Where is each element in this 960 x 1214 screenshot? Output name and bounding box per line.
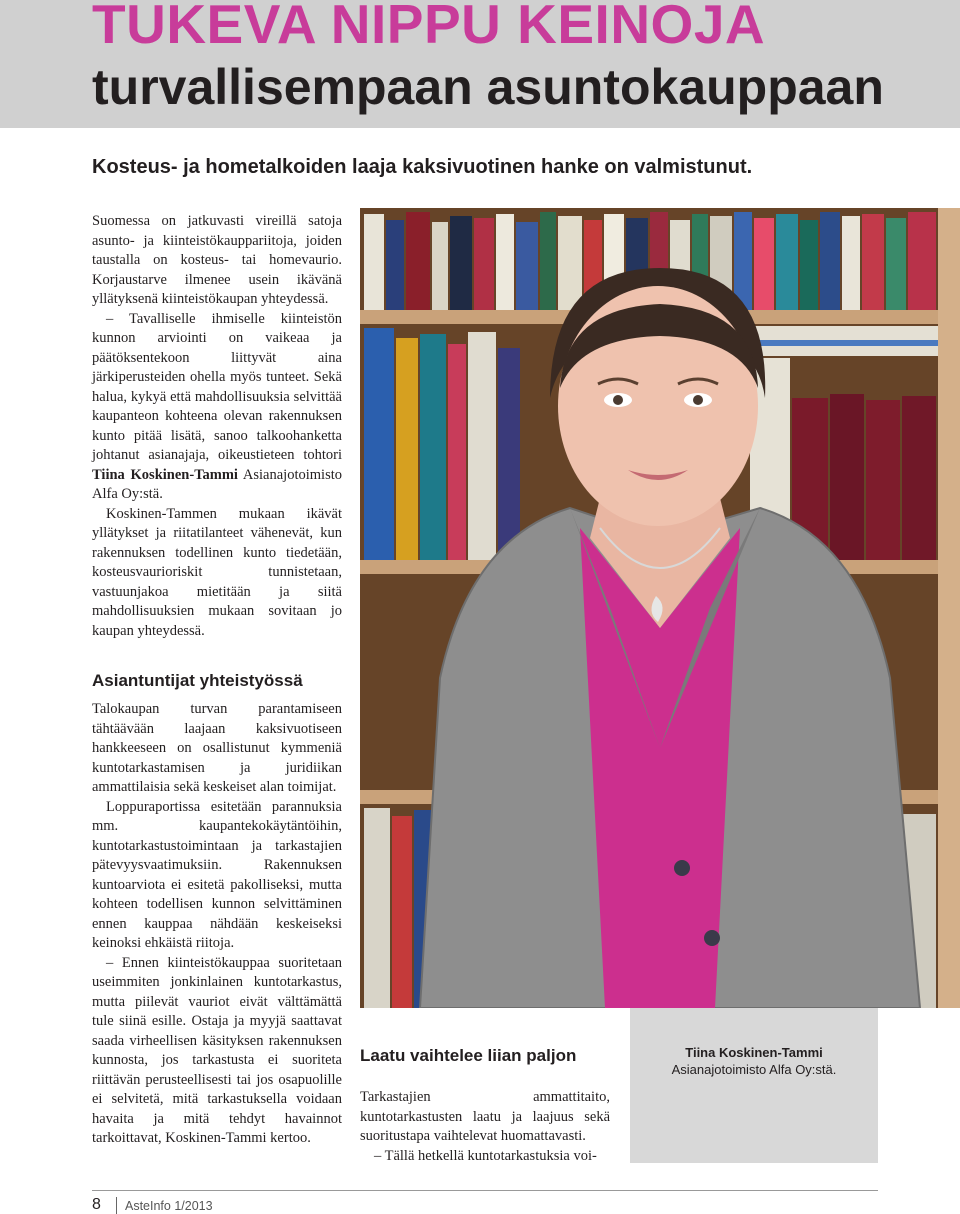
caption-box	[630, 1008, 878, 1163]
portrait-illustration	[360, 208, 960, 1008]
headline-subtitle: turvallisempaan asuntokauppaan	[92, 59, 884, 115]
article-column-1-lower	[92, 700, 342, 1149]
paragraph-text: – Tavalliselle ihmiselle kiinteistön kunnon arviointi on vaikeaa ja päätöksentekoon liittyvät aina järkiperusteiden ohella myös tunteet. Sekä halua, kykyä että mahdollisuuksia selvittää kaupanteon kohteena olevan rakennuksen kunto pitää lisätä, sanoo talkoohanketta johtanut asianajaja, oikeustieteen tohtori	[92, 310, 342, 463]
publication-name: AsteInfo 1/2013	[125, 1199, 213, 1213]
portrait-photo	[360, 208, 960, 1008]
footer-rule	[92, 1190, 878, 1191]
article-column-2	[360, 1088, 610, 1166]
photo-caption	[640, 1044, 868, 1078]
paragraph: Suomessa on jatkuvasti vireillä satoja asunto- ja kiinteistökauppariitoja, joiden taustalla on kosteus- tai homevaurio. Korjaustarve ilmenee usein ikävänä yllätyksenä kiinteistökaupan yhteydessä.	[92, 213, 342, 307]
paragraph	[92, 310, 342, 505]
paragraph: Talokaupan turvan parantamiseen tähtäävään laajaan kaksivuotiseen hankkeeseen on osallistunut kymmeniä kuntotarkastamisen ja juridiikan ammattilaisia sekä keskeiset alan toimijat.	[92, 701, 342, 795]
article-lede: Kosteus- ja hometalkoiden laaja kaksivuotinen hanke on valmistunut.	[92, 156, 753, 178]
article-column-1	[92, 212, 342, 641]
section-heading: Laatu vaihtelee liian paljon	[360, 1046, 577, 1065]
paragraph: Koskinen-Tammen mukaan ikävät yllätykset ja riitatilanteet vähenevät, kun rakennuksen todellinen kunto tiedetään, kosteusvaurioriskit tunnistetaan, vastuunjakoa mietitään ja siitä mahdollisuuksien mukaan sovitaan jo kaupan yhteydessä.	[92, 505, 342, 639]
paragraph: – Ennen kiinteistökauppaa suoritetaan useimmiten jonkinlainen kuntotarkastus, mutta piilevät vauriot eivät välttämättä tule siinä esille. Ostaja ja myyjä saattavat saada virheellisen käsityksen rakennuksen kunnosta, jos tarkastusta ei suoriteta riittävän perusteellisesti tai jos osapuolille ei selvitetä, mitä tarkastuksella voidaan havaita ja mitä tehdyt havainnot tarkoittavat, Koskinen-Tammi kertoo.	[92, 954, 342, 1146]
headline-title: TUKEVA NIPPU KEINOJA	[92, 0, 766, 55]
caption-text: Asianajotoimisto Alfa Oy:stä.	[671, 1062, 837, 1077]
person-name: Tiina Koskinen-Tammi	[92, 466, 238, 483]
caption-name: Tiina Koskinen-Tammi	[685, 1045, 823, 1060]
footer-divider	[116, 1197, 117, 1214]
paragraph: Tarkastajien ammattitaito, kuntotarkastusten laatu ja laajuus sekä suoritustapa vaihtelevat huomattavasti.	[360, 1089, 610, 1144]
page-number: 8	[92, 1196, 101, 1213]
section-heading: Asiantuntijat yhteistyössä	[92, 671, 303, 690]
paragraph: – Tällä hetkellä kuntotarkastuksia voi-	[374, 1147, 597, 1164]
paragraph-text: Asianajotoimisto Alfa Oy:stä.	[92, 466, 342, 502]
paragraph: Loppuraportissa esitetään parannuksia mm. kaupantekokäytäntöihin, kuntotarkastustoimintaan ja tarkastajien pätevyysvaatimuksiin. Rakennuksen kuntoarviota ei esitetä pakolliseksi, mutta kohteen todellisen kunnon selvittäminen ennen kauppaa nähdään keskeiseksi keinoksi ehkäistä riitoja.	[92, 798, 342, 951]
